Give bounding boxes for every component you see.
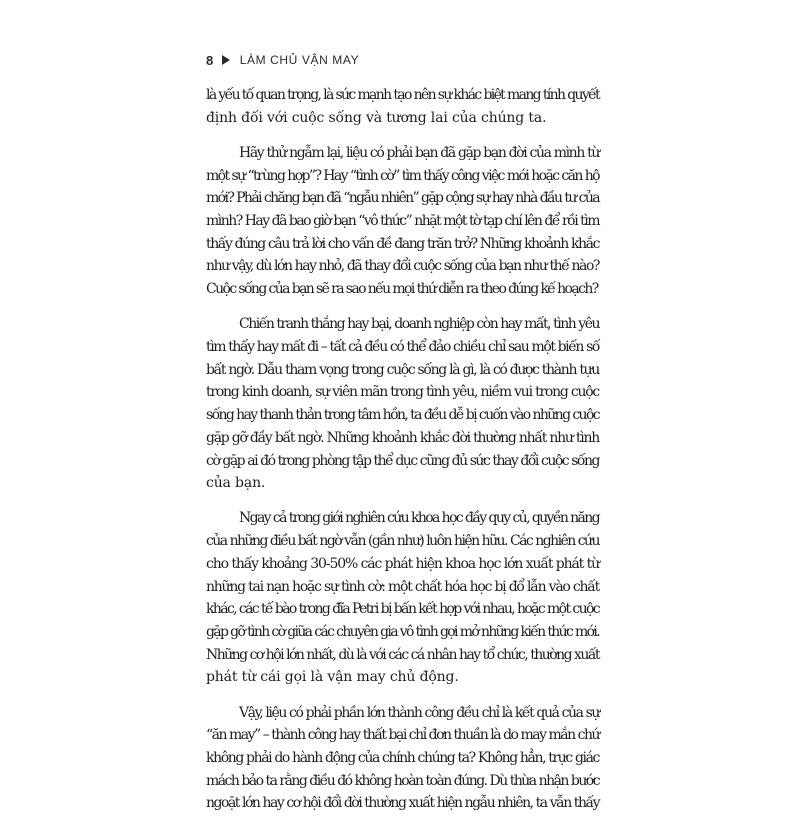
triangle-arrow-icon [222,55,230,65]
paragraph-4 [206,507,599,689]
text-line: là yếu tố quan trọng, là sức mạnh tạo nên sự khác biệt mang tính quyết [206,87,599,103]
text-line: phát từ cái gọi là vận may chủ động. [206,669,459,686]
text-line: Hãy thử ngẫm lại, liệu có phải bạn đã gặp bạn đời của mình từ [239,144,599,161]
text-line: khác, các tế bào trong đĩa Petri bị bấn kết hợp với nhau, hoặc một cuộc [206,601,599,618]
text-line: Chiến tranh thắng hay bại, doanh nghiệp còn hay mất, tình yêu [239,316,599,333]
text-line: Vậy, liệu có phải phần lớn thành công đều chỉ là kết quả của sự [239,704,599,721]
text-line: cho thấy khoảng 30-50% các phát hiện khoa học lớn xuất phát từ [206,555,599,572]
text-line: tìm thấy hay mất đi – tất cả đều có thể đảo chiều chỉ sau một biến số [206,339,599,356]
page-number: 8 [206,52,214,68]
text-line: định đối với cuộc sống và tương lai của chúng ta. [206,109,547,126]
text-line: một sự “trùng hợp”? Hay “tình cờ” tìm thấy công việc mới hoặc căn hộ [206,167,599,184]
text-line: những tai nạn hoặc sự tình cờ: một chất hóa học bị đổ lẫn vào chất [206,578,599,595]
paragraph-3 [206,313,599,495]
text-line: cờ gặp ai đó trong phòng tập thể dục cũng đủ sức thay đổi cuộc sống [206,452,599,469]
book-title: LÀM CHỦ VẬN MAY [239,53,360,67]
text-line: sống hay thanh thản trong tâm hồn, ta đều dễ bị cuốn vào những cuộc [206,407,599,424]
text-line: Những cơ hội lớn nhất, dù là với các cá nhân hay tổ chức, thường xuất [206,646,599,663]
text-line: mách bảo ta rằng điều đó không hoàn toàn đúng. Dù thừa nhận bước [206,772,599,789]
body-text [206,84,599,828]
text-line: như vậy, dù lớn hay nhỏ, đã thay đổi cuộc sống của bạn như thế nào? [206,258,599,275]
text-line: của những điều bất ngờ vẫn (gần như) luôn hiện hữu. Các nghiên cứu [206,533,599,550]
paragraph-2 [206,142,599,301]
text-line: không phải do hành động của chính chúng ta? Không hẳn, trực giác [206,749,599,766]
text-line: Ngay cả trong giới nghiên cứu khoa học đầy quy củ, quyền năng [239,510,599,527]
text-line: Cuộc sống của bạn sẽ ra sao nếu mọi thứ diễn ra theo đúng kế hoạch? [206,281,598,298]
text-line: trong kinh doanh, sự viên mãn trong tình yêu, niềm vui trong cuộc [206,384,599,401]
paragraph-1 [206,84,599,129]
text-line: gặp gỡ tình cờ giữa các chuyên gia vô tình gợi mở những kiến thức mới. [206,623,599,640]
text-line: ngoặt lớn hay cơ hội đổi đời thường xuất hiện ngẫu nhiên, ta vẫn thấy [206,795,599,812]
text-line: của bạn. [206,475,266,492]
paragraph-5 [206,702,599,816]
text-line: thấy đúng câu trả lời cho vấn đề đang trăn trở? Những khoảnh khắc [206,235,599,252]
text-line: bất ngờ. Dẫu tham vọng trong cuộc sống là gì, là có được thành tựu [206,361,599,378]
text-line: “ăn may” – thành công hay thất bại chỉ đơn thuần là do may mắn chứ [206,727,599,744]
running-head [206,51,359,69]
text-line: mới? Phải chăng bạn đã “ngẫu nhiên” gặp cộng sự hay nhà đầu tư của [206,190,599,207]
text-line: gặp gỡ đầy bất ngờ. Những khoảnh khắc đời thường nhất như tình [206,429,599,446]
text-line: mình? Hay đã bao giờ bạn “vô thức” nhặt một tờ tạp chí lên để rồi tìm [206,213,599,230]
